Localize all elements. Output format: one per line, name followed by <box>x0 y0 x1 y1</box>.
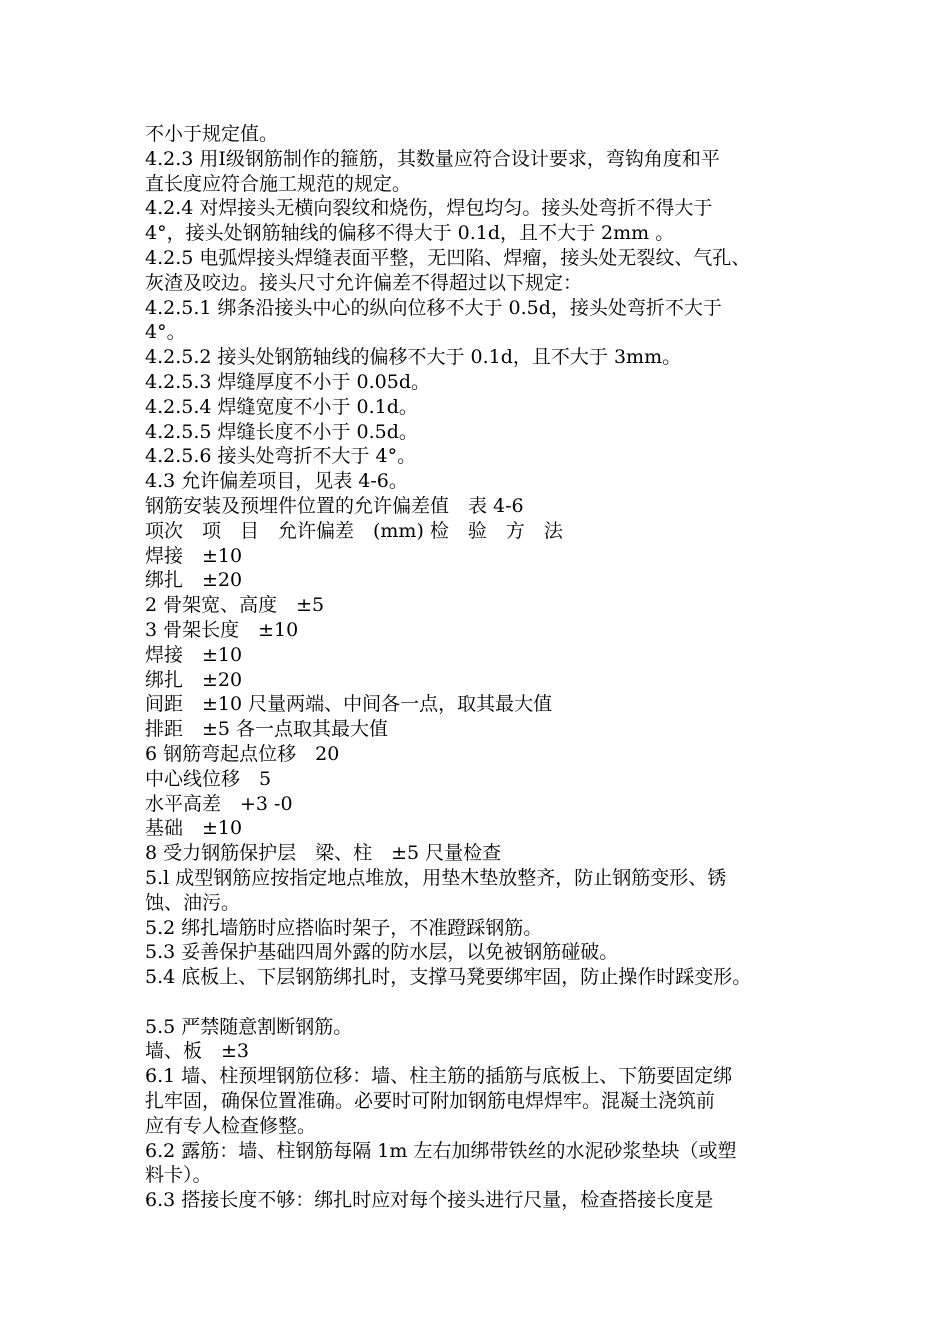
text-line: 应有专人检查修整。 <box>145 1114 317 1137</box>
text-line: 5.5 严禁随意割断钢筋。 <box>145 1015 353 1038</box>
text-line: 6.3 搭接长度不够：绑扎时应对每个接头进行尺量，检查搭接长度是 <box>145 1189 714 1212</box>
table-row-line: 水平高差 +3 -0 <box>145 792 293 815</box>
text-line: 4.3 允许偏差项目，见表 4-6。 <box>145 470 408 493</box>
text-line: 6.1 墙、柱预埋钢筋位移：墙、柱主筋的插筋与底板上、下筋要固定绑 <box>145 1065 733 1088</box>
table-row-line: 绑扎 ±20 <box>145 668 243 691</box>
table-row-line: 绑扎 ±20 <box>145 569 243 592</box>
text-line: 灰渣及咬边。接头尺寸允许偏差不得超过以下规定： <box>145 271 583 294</box>
text-line: 蚀、油污。 <box>145 891 241 914</box>
text-line: 4.2.5 电弧焊接头焊缝表面平整，无凹陷、焊瘤，接头处无裂纹、气孔、 <box>145 246 751 269</box>
blank-line <box>145 990 825 1015</box>
table-row-line: 间距 ±10 尺量两端、中间各一点，取其最大值 <box>145 693 553 716</box>
table-row-line: 2 骨架宽、高度 ±5 <box>145 594 325 617</box>
text-line: 4.2.5.1 绑条沿接头中心的纵向位移不大于 0.5d，接头处弯折不大于 <box>145 296 722 319</box>
table-header-line: 项次 项 目 允许偏差 (mm) 检 验 方 法 <box>145 519 563 542</box>
text-line: 扎牢固，确保位置准确。必要时可附加钢筋电焊焊牢。混凝土浇筑前 <box>145 1090 716 1113</box>
text-line: 5.3 妥善保护基础四周外露的防水层，以免被钢筋碰破。 <box>145 941 619 964</box>
table-row-line: 8 受力钢筋保护层 梁、柱 ±5 尺量检查 <box>145 842 502 865</box>
table-row-line: 焊接 ±10 <box>145 643 243 666</box>
table-row-line: 3 骨架长度 ±10 <box>145 618 299 641</box>
text-line: 6.2 露筋：墙、柱钢筋每隔 1m 左右加绑带铁丝的水泥砂浆垫块（或塑 <box>145 1139 737 1162</box>
text-line: 料卡）。 <box>145 1164 212 1187</box>
table-row-line: 焊接 ±10 <box>145 544 243 567</box>
text-line: 4.2.5.6 接头处弯折不大于 4°。 <box>145 445 417 468</box>
text-line: 5.2 绑扎墙筋时应搭临时架子，不准蹬踩钢筋。 <box>145 916 543 939</box>
text-line: 4.2.4 对焊接头无横向裂纹和烧伤，焊包均匀。接头处弯折不得大于 <box>145 197 713 220</box>
table-row-line: 基础 ±10 <box>145 817 243 840</box>
text-line: 4.2.5.2 接头处钢筋轴线的偏移不大于 0.1d，且不大于 3mm。 <box>145 346 682 369</box>
table-row-line: 排距 ±5 各一点取其最大值 <box>145 718 389 741</box>
text-line: 4°，接头处钢筋轴线的偏移不得大于 0.1d，且不大于 2mm 。 <box>145 222 675 245</box>
text-line: 4°。 <box>145 321 186 344</box>
text-line: 5.l 成型钢筋应按指定地点堆放，用垫木垫放整齐，防止钢筋变形、锈 <box>145 866 727 889</box>
text-line: 直长度应符合施工规范的规定。 <box>145 172 412 195</box>
text-line: 不小于规定值。 <box>145 123 279 145</box>
text-line: 4.2.5.5 焊缝长度不小于 0.5d。 <box>145 420 418 443</box>
text-line: 4.2.5.3 焊缝厚度不小于 0.05d。 <box>145 370 431 393</box>
text-line: 4.2.5.4 焊缝宽度不小于 0.1d。 <box>145 395 418 418</box>
table-row-line: 墙、板 ±3 <box>145 1040 250 1063</box>
text-line: 5.4 底板上、下层钢筋绑扎时，支撑马凳要绑牢固，防止操作时踩变形。 <box>145 966 752 989</box>
table-row-line: 中心线位移 5 <box>145 767 272 790</box>
table-caption: 钢筋安装及预埋件位置的允许偏差值 表 4-6 <box>145 494 524 517</box>
table-row-line: 6 钢筋弯起点位移 20 <box>145 742 340 765</box>
document-body <box>145 122 825 1213</box>
text-line: 4.2.3 用Ⅰ级钢筋制作的箍筋，其数量应符合设计要求，弯钩角度和平 <box>145 147 720 170</box>
